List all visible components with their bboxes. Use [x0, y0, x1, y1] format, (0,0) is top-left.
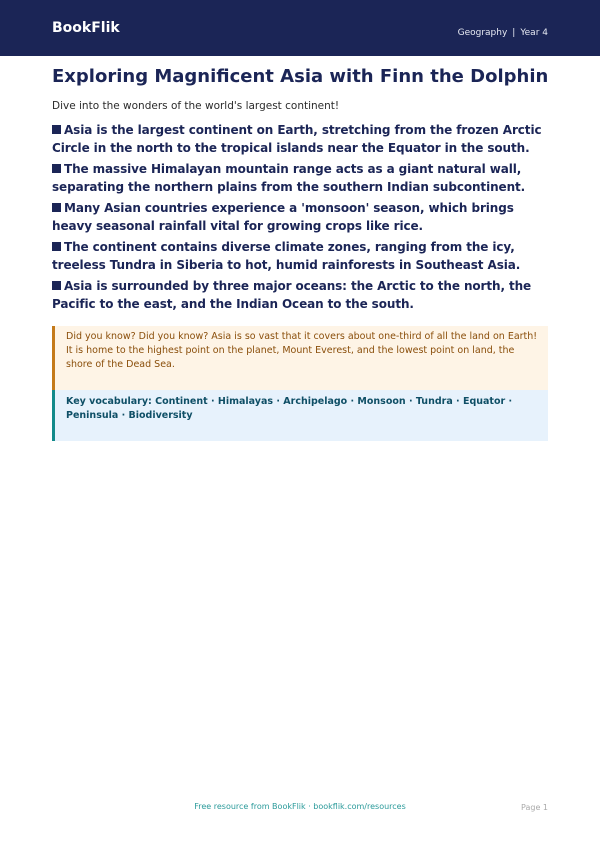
- fact-item: [52, 278, 552, 313]
- page-subtitle: Dive into the wonders of the world's largest continent!: [52, 100, 340, 112]
- fact-text: The continent contains diverse climate zones, ranging from the icy, treeless Tundra in Siberia to hot, humid rainforests in Southeast Asia.: [52, 240, 521, 272]
- fact-text: Asia is the largest continent on Earth, stretching from the frozen Arctic Circle in the north to the tropical islands near the Equator in the south.: [52, 123, 542, 155]
- fact-item: [52, 200, 552, 235]
- square-bullet-icon: [52, 281, 61, 290]
- facts-list: [52, 122, 552, 317]
- brand-logo-text: BookFlik: [52, 20, 120, 36]
- did-you-know-callout: Did you know? Did you know? Asia is so vast that it covers about one-third of all the land on Earth! It is home to the highest point on the planet, Mount Everest, and the lowest point on land, the shore of the Dead Sea.: [52, 326, 548, 390]
- page-number: Page 1: [521, 803, 548, 812]
- fact-item: [52, 122, 552, 157]
- key-vocabulary-box: Key vocabulary: Continent · Himalayas · Archipelago · Monsoon · Tundra · Equator · Peninsula · Biodiversity: [52, 390, 548, 441]
- square-bullet-icon: [52, 164, 61, 173]
- year-label: Year 4: [520, 28, 548, 38]
- square-bullet-icon: [52, 242, 61, 251]
- fact-item: [52, 239, 552, 274]
- footer-link-text[interactable]: Free resource from BookFlik · bookflik.com/resources: [194, 802, 406, 811]
- fact-text: The massive Himalayan mountain range acts as a giant natural wall, separating the northern plains from the southern Indian subcontinent.: [52, 162, 526, 194]
- header-meta: [458, 27, 548, 39]
- square-bullet-icon: [52, 203, 61, 212]
- square-bullet-icon: [52, 125, 61, 134]
- subject-label: Geography: [457, 28, 508, 38]
- header-bar: [0, 0, 600, 56]
- meta-separator: |: [512, 28, 516, 38]
- fact-text: Many Asian countries experience a 'monsoon' season, which brings heavy seasonal rainfall vital for growing crops like rice.: [52, 201, 514, 233]
- page-title: Exploring Magnificent Asia with Finn the Dolphin: [52, 66, 549, 87]
- fact-text: Asia is surrounded by three major oceans: the Arctic to the north, the Pacific to the east, and the Indian Ocean to the south.: [52, 279, 532, 311]
- fact-item: [52, 161, 552, 196]
